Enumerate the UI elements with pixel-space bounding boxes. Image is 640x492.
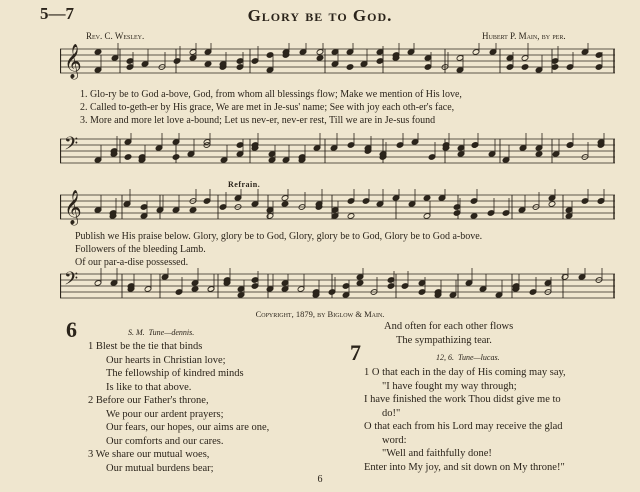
note-head: [471, 142, 479, 149]
verse-line: Our fears, our hopes, our aims are one,: [106, 422, 270, 433]
note-head: [123, 201, 131, 208]
verse-line: O that each from his Lord may receive the glad: [364, 421, 563, 432]
song-title: Glory be to God.: [247, 6, 393, 25]
verse-line: Our comforts and our cares.: [106, 435, 224, 447]
note-head: [189, 207, 197, 214]
verse-line-1: 1. Glo-ry be to God a-bove, God, from whom all blessings flow; Make we mention of His love,: [80, 89, 462, 100]
verse-line: Enter into My joy, and sit down on My throne!": [364, 461, 565, 473]
note-head: [347, 213, 355, 220]
hymn-6-cont-line: And often for each other flows: [384, 321, 514, 332]
bass-staff-1: [60, 133, 615, 173]
note-head: [470, 213, 478, 220]
refrain-line-1: Publish we His praise below. Glory, glory be to God, Glory, glory be to God, Glory be to God a-bove.: [75, 231, 483, 242]
note-head: [423, 195, 431, 202]
verse-line: 2 Before our Father's throne,: [88, 395, 209, 406]
refrain-label: Refrain.: [228, 180, 261, 189]
note-head: [438, 195, 446, 202]
note-head: [94, 207, 102, 214]
clef-icon: 𝄢: [64, 269, 79, 294]
note-head: [360, 61, 368, 68]
verse-line-3: 3. More and more let love a-bound; Let us nev-er, nev-er rest, Till we are in Je-sus found: [80, 115, 436, 126]
verse-line: 1 Blest be the tie that binds: [88, 341, 203, 352]
note-head: [597, 198, 605, 205]
copyright-line: Copyright, 1879, by Biglow & Main.: [255, 309, 385, 319]
verse-line: The fellowship of kindred minds: [106, 368, 244, 379]
verse-line: Is like to that above.: [106, 381, 192, 393]
verse-line: word:: [382, 434, 407, 446]
author-credit: Rev. C. Wesley.: [86, 31, 145, 41]
clef-icon: 𝄞: [64, 44, 82, 79]
note-head: [172, 154, 180, 161]
note-head: [316, 55, 324, 62]
note-head: [191, 286, 199, 293]
note-head: [535, 151, 543, 158]
note-head: [346, 64, 354, 71]
treble-staff-2: [60, 189, 615, 229]
verse-line: "I have fought my way through;: [382, 380, 517, 392]
hymn-6-cont-line: The sympathizing tear.: [396, 334, 492, 346]
treble-staff-1: [60, 43, 615, 83]
verse-line: We pour our ardent prayers;: [106, 408, 224, 420]
hymn-6-continuation: [384, 320, 513, 347]
hymn-6-meter: S. M. Tune—dennis.: [128, 328, 195, 337]
page-label: 5—7: [40, 4, 74, 23]
note-head: [521, 64, 529, 71]
hymn-7-meter: 12, 6. Tune—lucas.: [436, 353, 500, 362]
note-head: [204, 61, 212, 68]
note-head: [356, 280, 364, 287]
verse-line: "Well and faithfully done!: [382, 448, 492, 459]
verse-line: do!": [382, 407, 401, 419]
note-head: [124, 154, 132, 161]
refrain-line-2: Followers of the bleeding Lamb.: [75, 244, 206, 255]
hymn-6-verse-list: [88, 340, 269, 475]
verse-line: 3 We share our mutual woes,: [88, 449, 210, 460]
verse-line: 1 O that each in the day of His coming may say,: [364, 367, 566, 378]
clef-icon: 𝄢: [64, 134, 79, 159]
note-head: [548, 201, 556, 208]
composer-credit: Hubert P. Main, by per.: [482, 31, 566, 41]
verse-line-2: 2. Called to-geth-er by His grace, We are met in Je-sus' name; See with joy each oth-er's face,: [80, 102, 455, 113]
note-head: [187, 151, 195, 158]
note-head: [281, 201, 289, 208]
note-head: [519, 145, 527, 152]
verse-line: Our mutual burdens bear;: [106, 462, 214, 474]
clef-icon: 𝄞: [64, 190, 82, 225]
verse-line: I have finished the work Thou didst give me to: [364, 394, 561, 405]
note-head: [566, 142, 574, 149]
refrain-line-3: Of our par-a-dise possessed.: [75, 257, 189, 268]
hymn-7-verse-list: [364, 366, 566, 474]
hymn-6-number: 6: [66, 317, 77, 342]
note-head: [94, 49, 102, 56]
hymn-7-number: 7: [350, 340, 361, 365]
verse-line: Our hearts in Christian love;: [106, 354, 226, 366]
page-number: 6: [317, 474, 323, 485]
bass-staff-2: [60, 268, 615, 308]
